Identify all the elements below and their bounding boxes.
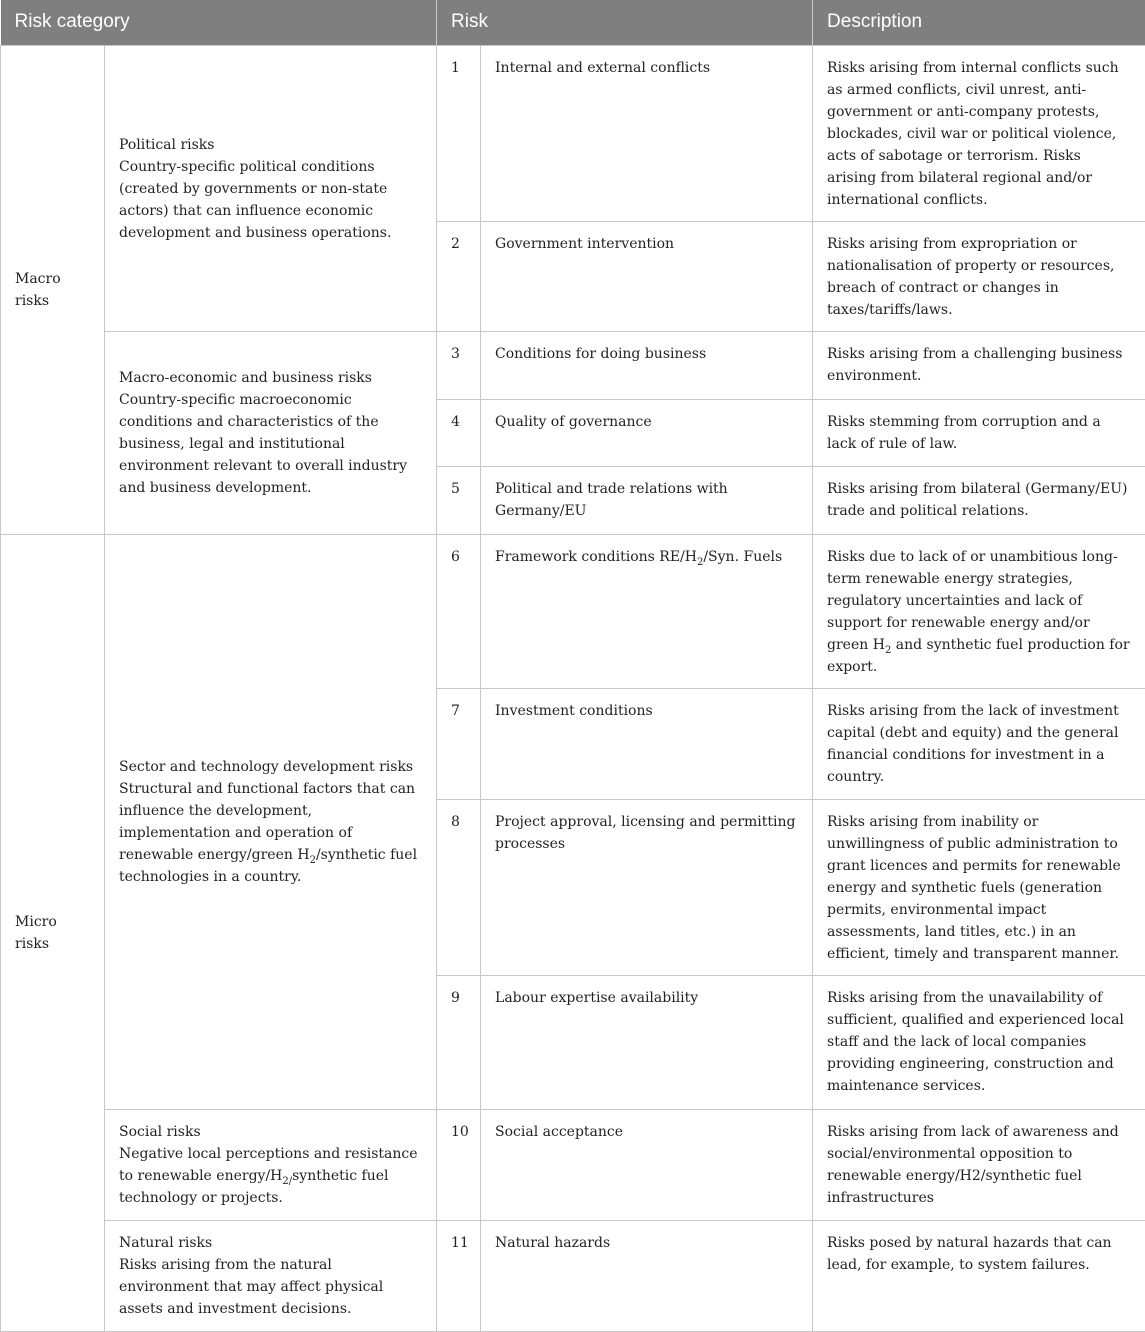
risk-name: Conditions for doing business [481, 331, 813, 399]
economic-risks-cell [105, 331, 437, 534]
sector-risks-text: Structural and functional factors that can influence the development, implementation and operation of renewable energy/green $H_2$/synthetic fuel technologies in a country. [119, 778, 422, 888]
risk-number: 6 [437, 534, 481, 688]
political-risks-text: Country-specific political conditions (created by governments or non-state actors) that can influence economic development and business operations. [119, 156, 422, 244]
risk-description: Risks arising from expropriation or nationalisation of property or resources, breach of contract or changes in taxes/tariffs/laws. [813, 221, 1145, 331]
risk-description: Risks arising from inability or unwillingness of public administration to grant licences and permits for renewable energy and synthetic fuels (generation permits, environmental impact assessments, land titles, etc.) in an efficient, timely and transparent manner. [813, 799, 1145, 975]
risk-number: 7 [437, 688, 481, 799]
risk-number: 5 [437, 466, 481, 534]
risk-description: Risks stemming from corruption and a lack of rule of law. [813, 399, 1145, 466]
risk-number: 1 [437, 45, 481, 221]
risk-description: Risks arising from bilateral (Germany/EU) trade and political relations. [813, 466, 1145, 534]
political-risks-title: Political risks [119, 134, 422, 156]
risk-name: Social acceptance [481, 1109, 813, 1220]
risk-name: Political and trade relations with Germany/EU [481, 466, 813, 534]
risk-name: Quality of governance [481, 399, 813, 466]
header-risk-category: Risk category [1, 0, 437, 45]
risk-description: Risks arising from a challenging business environment. [813, 331, 1145, 399]
risk-number: 3 [437, 331, 481, 399]
sector-risks-cell [105, 534, 437, 1109]
economic-risks-title: Macro-economic and business risks [119, 367, 422, 389]
risk-number: 8 [437, 799, 481, 975]
table-row [1, 1109, 1145, 1220]
natural-risks-text: Risks arising from the natural environment that may affect physical assets and investment decisions. [119, 1254, 422, 1320]
risk-name: Internal and external conflicts [481, 45, 813, 221]
risk-name: Government intervention [481, 221, 813, 331]
social-risks-cell [105, 1109, 437, 1220]
table-row [1, 1220, 1145, 1331]
risk-number: 4 [437, 399, 481, 466]
risk-description: Risks arising from internal conflicts such as armed conflicts, civil unrest, anti-government or anti-company protests, blockades, civil war or political violence, acts of sabotage or terrorism. Risks arising from bilateral regional and/or international conflicts. [813, 45, 1145, 221]
economic-risks-text: Country-specific macroeconomic conditions and characteristics of the business, legal and institutional environment relevant to overall industry and business development. [119, 389, 422, 499]
risk-name: Framework conditions $RE/H_2$/Syn. Fuels [481, 534, 813, 688]
risk-description: Risks arising from the unavailability of sufficient, qualified and experienced local staff and the lack of local companies providing engineering, construction and maintenance services. [813, 975, 1145, 1109]
social-risks-text: Negative local perceptions and resistance to renewable energy/$H_{2/}synthetic$ fuel technology or projects. [119, 1143, 422, 1209]
risk-number: 2 [437, 221, 481, 331]
social-risks-title: Social risks [119, 1121, 422, 1143]
political-risks-cell [105, 45, 437, 331]
table-row [1, 534, 1145, 688]
risk-number: 10 [437, 1109, 481, 1220]
micro-risks-label: Micro risks [1, 534, 105, 1331]
macro-risks-label: Macro risks [1, 45, 105, 534]
header-risk: Risk [437, 0, 813, 45]
risk-number: 11 [437, 1220, 481, 1331]
risk-number: 9 [437, 975, 481, 1109]
risk-name: Project approval, licensing and permitting processes [481, 799, 813, 975]
table-row [1, 331, 1145, 399]
risk-description: Risks arising from lack of awareness and social/environmental opposition to renewable energy/H2/synthetic fuel infrastructures [813, 1109, 1145, 1220]
risk-name: Labour expertise availability [481, 975, 813, 1109]
risk-name: Investment conditions [481, 688, 813, 799]
header-description: Description [813, 0, 1145, 45]
table-row [1, 45, 1145, 221]
header-row [1, 0, 1145, 45]
sector-risks-title: Sector and technology development risks [119, 756, 422, 778]
risk-description: Risks posed by natural hazards that can lead, for example, to system failures. [813, 1220, 1145, 1331]
natural-risks-title: Natural risks [119, 1232, 422, 1254]
risk-name: Natural hazards [481, 1220, 813, 1331]
risk-description: Risks due to lack of or unambitious long-term renewable energy strategies, regulatory uncertainties and lack of support for renewable energy and/or green $H_2$ and synthetic fuel production for export. [813, 534, 1145, 688]
risk-description: Risks arising from the lack of investment capital (debt and equity) and the general financial conditions for investment in a country. [813, 688, 1145, 799]
natural-risks-cell [105, 1220, 437, 1331]
